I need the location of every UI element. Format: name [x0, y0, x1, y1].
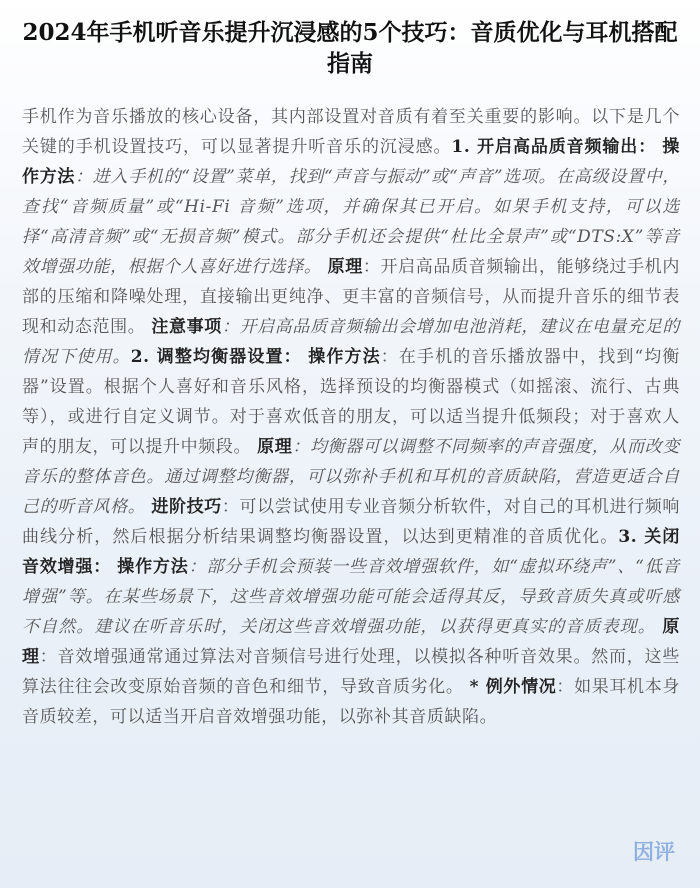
section-2-note-text: ：可以尝试使用专业音频分析软件，对自己的耳机进行频响曲线分析，然后根据分析结果调整均衡器设置，以达到更精准的音质优化。	[22, 497, 680, 547]
article-title: 2024年手机听音乐提升沉浸感的5个技巧：音质优化与耳机搭配指南	[22, 19, 678, 77]
section-1-note-text: ：开启高品质音频输出会增加电池消耗，建议在电量充足的情况下使用。	[22, 317, 680, 367]
section-1-method-label: 操作方法	[22, 137, 680, 187]
section-3-method-label: 操作方法	[117, 557, 189, 577]
section-2-principle-label: 原理	[257, 437, 293, 457]
section-3-heading: 3. 关闭音效增强：	[22, 527, 680, 577]
section-1-method-text: ：进入手机的“设置”菜单，找到“声音与振动”或“声音”选项。在高级设置中，查找“音频质量”或“Hi-Fi 音频”选项，并确保其已开启。如果手机支持，可以选择“高清音频”或“无损音频”模式。部分手机还会提供“杜比全景声”或“DTS:X”等音效增强功能，根据个人喜好进行选择。	[22, 167, 681, 277]
section-3-principle-text: ：音效增强通常通过算法对音频信号进行处理，以模拟各种听音效果。然而，这些算法往往会改变原始音频的音色和细节，导致音质劣化。	[22, 647, 680, 697]
section-2-method-label: 操作方法	[308, 347, 381, 367]
section-2-heading: 2. 调整均衡器设置：	[130, 347, 302, 367]
intro-text: 手机作为音乐播放的核心设备，其内部设置对音质有着至关重要的影响。以下是几个关键的手机设置技巧，可以显著提升听音乐的沉浸感。	[22, 107, 680, 157]
section-2-principle-text: ：均衡器可以调整不同频率的声音强度，从而改变音乐的整体音色。通过调整均衡器，可以弥补手机和耳机的音质缺陷，营造更适合自己的听音风格。	[22, 437, 680, 517]
section-3-note-text: ：如果耳机本身音质较差，可以适当开启音效增强功能，以弥补其音质缺陷。	[22, 677, 680, 727]
article-body	[22, 102, 680, 732]
section-1-note-label: 注意事项	[151, 317, 222, 337]
section-1-heading: 1. 开启高品质音频输出：	[451, 137, 657, 157]
section-2-note-label: 进阶技巧	[151, 497, 222, 517]
section-3-note-label: * 例外情况	[469, 677, 557, 697]
section-1-principle-text: ：开启高品质音频输出，能够绕过手机内部的压缩和降噪处理，直接输出更纯净、更丰富的音频信号，从而提升音乐的细节表现和动态范围。	[22, 257, 680, 337]
section-3-principle-label: 原理	[22, 617, 680, 667]
watermark-text: 因评	[633, 840, 675, 863]
section-2-method-text: ：在手机的音乐播放器中，找到“均衡器”设置。根据个人喜好和音乐风格，选择预设的均衡器模式（如摇滚、流行、古典等），或进行自定义调节。对于喜欢低音的朋友，可以适当提升低频段；对于喜欢人声的朋友，可以提升中频段。	[22, 347, 681, 457]
section-1-principle-label: 原理	[327, 257, 363, 277]
watermark-logo	[628, 839, 680, 863]
section-3-method-text: ：部分手机会预装一些音效增强软件，如“虚拟环绕声”、“低音增强”等。在某些场景下，这些音效增强功能可能会适得其反，导致音质失真或听感不自然。建议在听音乐时，关闭这些音效增强功能，以获得更真实的音质表现。	[22, 557, 680, 637]
